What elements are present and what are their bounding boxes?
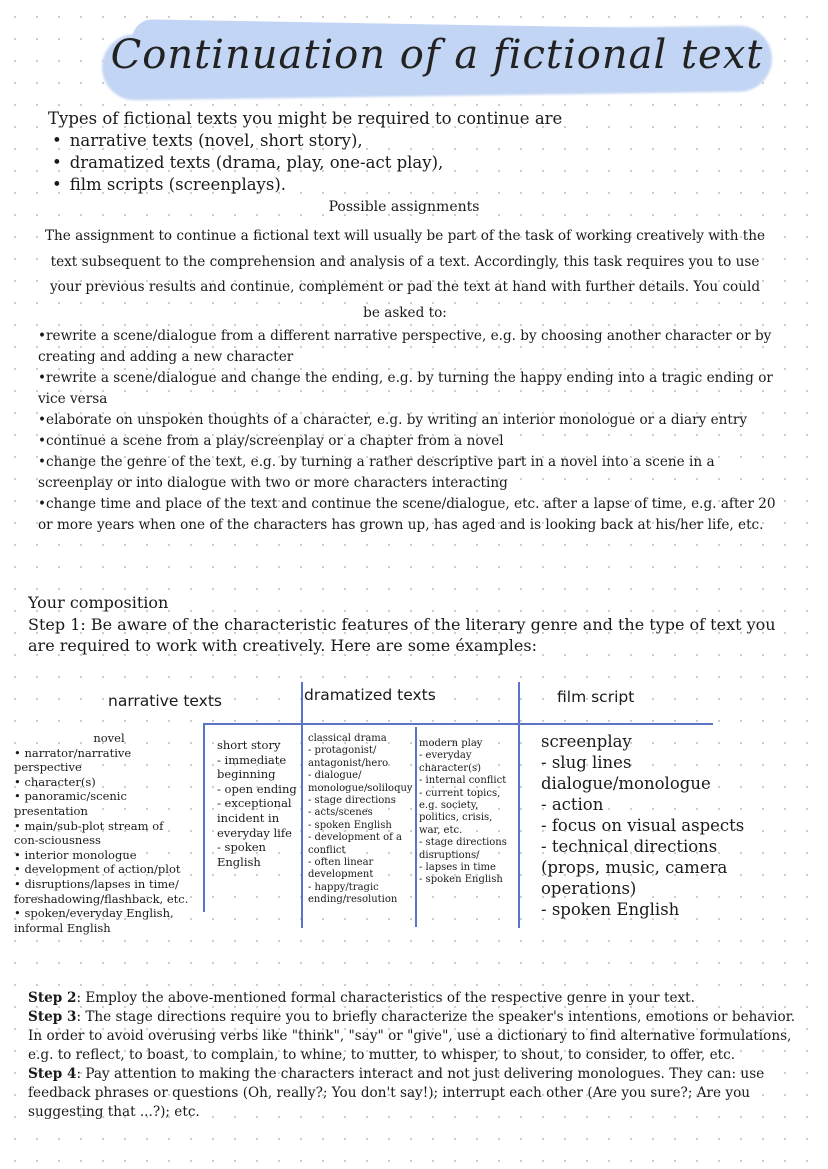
types-item: • film scripts (screenplays). — [48, 174, 562, 196]
column-line: • narrator/narrative — [14, 745, 132, 760]
column-line: - lapses in time — [419, 862, 496, 874]
header-narrative-texts: narrative texts — [108, 692, 222, 710]
composition-heading: Your composition — [28, 593, 169, 612]
column-line: beginning — [217, 767, 276, 782]
column-line: informal English — [14, 920, 111, 935]
step-text: : Employ the above-mentioned formal characteristics of the respective genre in your text. — [76, 990, 695, 1006]
column-title: screenplay — [541, 732, 632, 751]
column-line: monologue/soliloquy — [308, 782, 413, 794]
assignment-bullet: • elaborate on unspoken thoughts of a character, e.g. by writing an interior monologue or a diary entry — [38, 410, 778, 431]
step-text: : The stage directions require you to briefly characterize the speaker's intentions, emotions or behavior. In order to avoid overusing verbs like "think", "say" or "give", use a dictionary to find alternative formulations, e.g. to reflect, to boast, to complain, to whine, to mutter, to whisper, to shout, to consider, to offer, etc. — [28, 1009, 796, 1063]
table-divider — [518, 682, 520, 928]
column-line: - open ending — [217, 781, 297, 796]
column-line: ending/resolution — [308, 894, 398, 906]
types-list — [48, 130, 562, 196]
column-line: - stage directions — [419, 837, 507, 849]
column-line: - dialogue/ — [308, 770, 362, 782]
column-line: - spoken English — [419, 874, 503, 886]
column-line: dialogue/monologue — [541, 774, 711, 793]
types-item: • narrative texts (novel, short story), — [48, 130, 562, 152]
column-line: everyday life — [217, 825, 292, 840]
title-banner — [92, 22, 782, 102]
column-line: • development of action/plot — [14, 862, 181, 877]
assignment-bullet: • change time and place of the text and continue the scene/dialogue, etc. after a lapse of time, e.g. after 20 or more years when one of the characters has grown up, has aged and is looking back at his/her life, etc. — [38, 494, 778, 536]
column-line: perspective — [14, 760, 82, 775]
column-title: modern play — [419, 738, 483, 749]
column-line: - exceptional — [217, 796, 292, 811]
column-line: operations) — [541, 879, 637, 898]
column-line: - spoken English — [541, 900, 680, 919]
column-line: • character(s) — [14, 774, 96, 789]
column-modern-play — [419, 738, 507, 887]
column-line: - current topics, — [419, 787, 501, 799]
column-line: • disruptions/lapses in time/ — [14, 876, 179, 891]
column-title: novel — [93, 731, 125, 745]
column-line: • interior monologue — [14, 847, 137, 862]
column-line: - acts/scenes — [308, 807, 373, 819]
assignment-bullet: • rewrite a scene/dialogue from a different narrative perspective, e.g. by choosing another character or by creating and adding a new character — [38, 326, 778, 368]
column-line: - spoken English — [308, 819, 392, 831]
column-line: e.g. society, — [419, 800, 479, 812]
column-line: - technical directions — [541, 837, 718, 856]
column-short-story — [217, 738, 297, 869]
column-line: - slug lines — [541, 753, 632, 772]
assignments-paragraph: The assignment to continue a fictional text will usually be part of the task of working creatively with the text subsequent to the comprehension and analysis of a text. Accordingly, this task requires you to use your previous results and continue, complement or pad the text at hand with further details. You could be asked to: — [44, 228, 766, 321]
table-divider — [415, 727, 417, 927]
column-line: incident in — [217, 810, 280, 825]
column-line: con-sciousness — [14, 833, 101, 848]
header-film-script: film script — [557, 688, 635, 706]
assignment-bullet: • rewrite a scene/dialogue and change the ending, e.g. by turning the happy ending into a tragic ending or vice versa — [38, 368, 778, 410]
column-line: presentation — [14, 803, 88, 818]
column-line: - protagonist/ — [308, 745, 377, 757]
assignment-bullet: • change the genre of the text, e.g. by turning a rather descriptive part in a novel into a scene in a screenplay or into dialogue with two or more characters interacting — [38, 452, 778, 494]
assignments-heading: Possible assignments — [328, 199, 480, 215]
step-label: Step 4 — [28, 1066, 77, 1082]
step-text: : Pay attention to making the characters interact and not just delivering monologues. They can: use feedback phrases or questions (Oh, really?; You don't say!); interrupt each other (Are you sure?; Are you suggesting that ...?); etc. — [28, 1066, 765, 1120]
step-label: Step 3 — [28, 1009, 77, 1025]
header-dramatized-texts: dramatized texts — [304, 686, 436, 704]
column-line: - immediate — [217, 752, 287, 767]
column-line: - focus on visual aspects — [541, 816, 745, 835]
column-line: - action — [541, 795, 604, 814]
column-line: • main/sub-plot stream of — [14, 818, 164, 833]
types-intro: Types of fictional texts you might be required to continue are — [48, 109, 563, 128]
column-line: • panoramic/scenic — [14, 789, 127, 804]
column-line: - often linear — [308, 857, 374, 869]
column-line: conflict — [308, 844, 346, 856]
column-classical-drama — [308, 733, 413, 907]
types-item: • dramatized texts (drama, play, one-act play), — [48, 152, 562, 174]
step-label: Step 2 — [28, 990, 77, 1006]
column-line: disruptions/ — [419, 849, 480, 861]
step-2 — [28, 989, 798, 1008]
column-line: - happy/tragic — [308, 881, 379, 893]
column-line: - everyday — [419, 750, 472, 762]
column-line: politics, crisis, — [419, 812, 493, 824]
column-line: foreshadowing/flashback, etc. — [14, 891, 189, 906]
column-line: (props, music, camera — [541, 858, 728, 877]
step-3 — [28, 1008, 798, 1065]
composition-step1: Step 1: Be aware of the characteristic features of the literary genre and the type of text you are required to work with creatively. Here are some éxamples: — [28, 615, 776, 655]
column-novel — [14, 731, 204, 935]
table-divider — [301, 682, 303, 928]
column-line: - stage directions — [308, 795, 396, 807]
column-line: character(s) — [419, 762, 481, 774]
column-line: English — [217, 854, 261, 869]
column-line: • spoken/everyday English, — [14, 906, 174, 921]
column-title: short story — [217, 738, 281, 752]
column-line: - spoken — [217, 840, 266, 855]
page-title: Continuation of a fictional text — [110, 32, 764, 78]
column-line: development — [308, 869, 374, 881]
step-4 — [28, 1065, 798, 1122]
column-line: antagonist/hero — [308, 757, 389, 769]
column-screenplay — [541, 731, 744, 920]
column-title: classical drama — [308, 733, 387, 744]
column-line: - development of a — [308, 832, 402, 844]
column-line: war, etc. — [419, 824, 463, 836]
column-line: - internal conflict — [419, 775, 507, 787]
table-header-divider — [203, 723, 713, 725]
types-section — [48, 108, 562, 196]
assignments-bullet-list — [38, 326, 778, 536]
assignment-bullet: • continue a scene from a play/screenplay or a chapter from a novel — [38, 431, 778, 452]
steps-section — [28, 989, 798, 1122]
